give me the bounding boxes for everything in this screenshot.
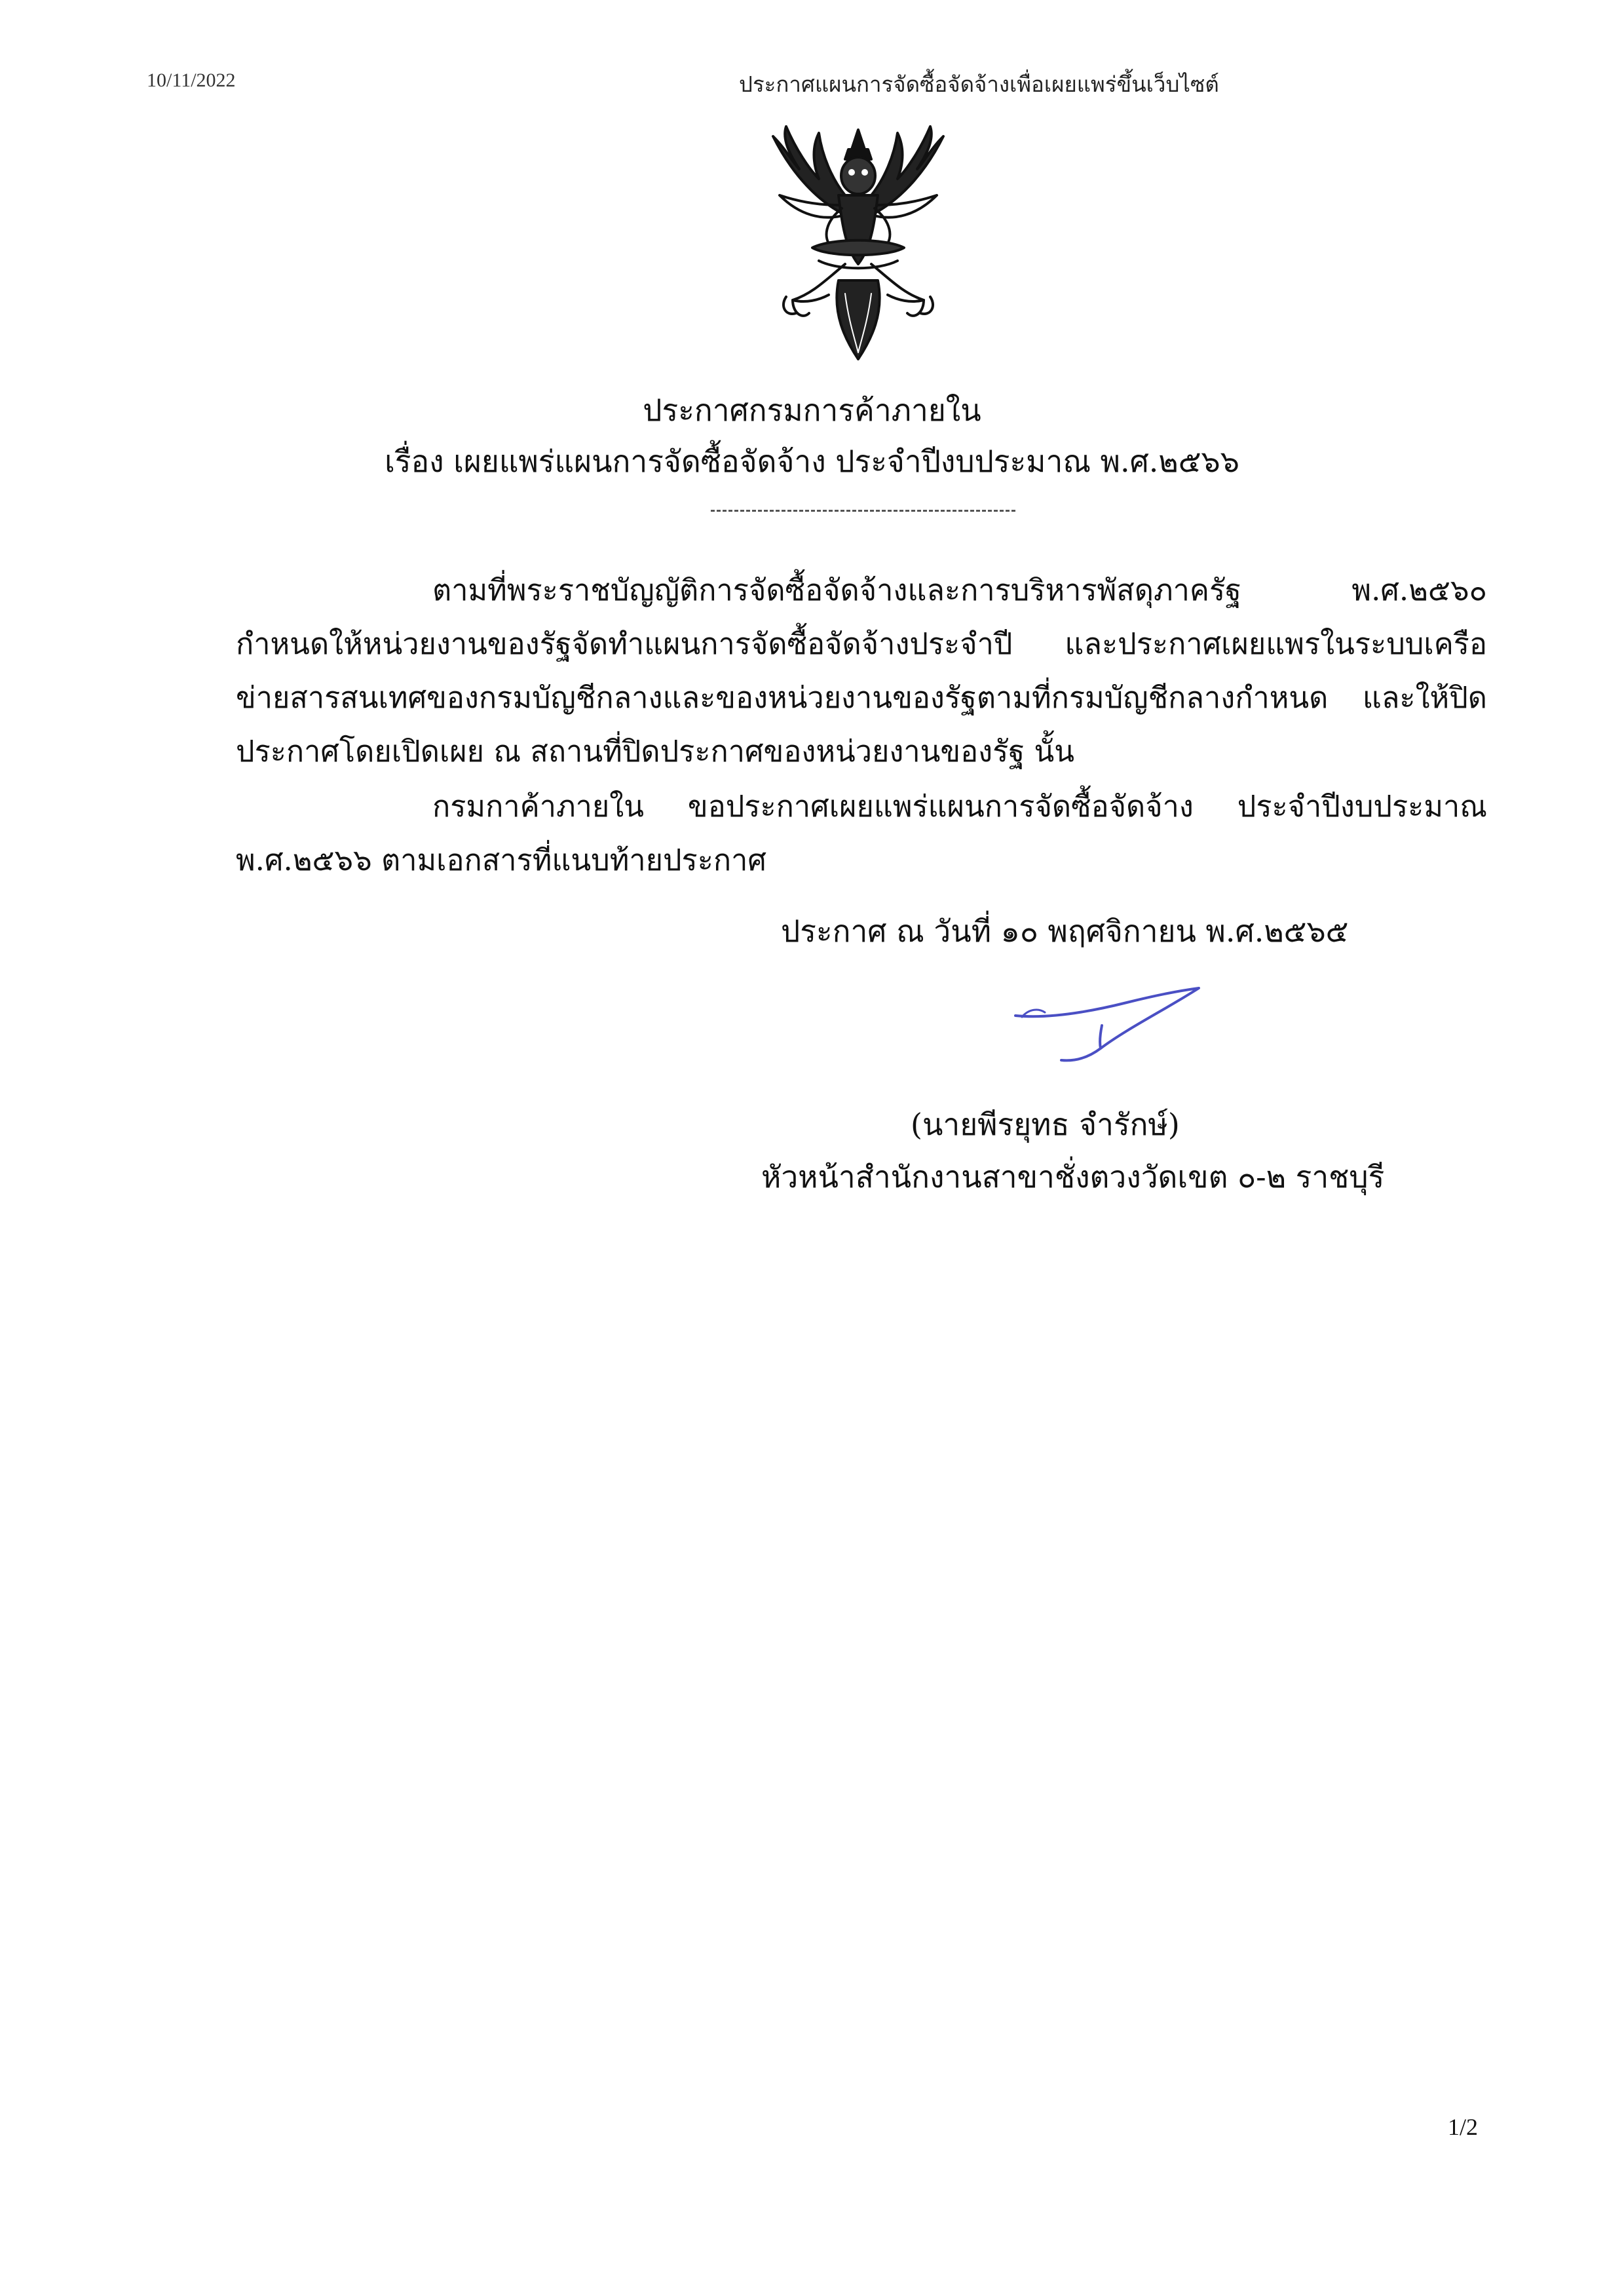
body-paragraph-2	[236, 780, 1487, 887]
document-subject: เรื่อง เผยแพร่แผนการจัดซื้อจัดจ้าง ประจำปีงบประมาณ พ.ศ.๒๕๖๖	[385, 444, 1239, 479]
garuda-emblem-icon	[747, 123, 970, 366]
body-paragraph-1	[236, 564, 1487, 778]
paragraph-1-text: ตามที่พระราชบัญญัติการจัดซื้อจัดจ้างและการบริหารพัสดุภาครัฐ พ.ศ.๒๕๖๐ กำหนดให้หน่วยงานของรัฐจัดทำแผนการจัดซื้อจัดจ้างประจำปี และประกาศเผยแพรในระบบเครือข่ายสารสนเทศของกรมบัญชีกลางและของหน่วยงานของรัฐตามที่กรมบัญชีกลางกำหนด และให้ปิดประกาศโดยเปิดเผย ณ สถานที่ปิดประกาศของหน่วยงานของรัฐ นั้น	[236, 573, 1487, 769]
signature-mark	[1009, 983, 1205, 1068]
signer-position: หัวหน้าสำนักงานสาขาชั่งตวงวัดเขต ๐-๒ ราชบุรี	[761, 1159, 1385, 1195]
page-number: 1/2	[1448, 2114, 1479, 2140]
separator-line	[711, 510, 1015, 512]
signer-name: (นายพีรยุทธ จำรักษ์)	[911, 1107, 1180, 1142]
paragraph-2-text: กรมกาค้าภายใน ขอประกาศเผยแพร่แผนการจัดซื้อจัดจ้าง ประจำปีงบประมาณ พ.ศ.๒๕๖๖ ตามเอกสารที่แนบท้ายประกาศ	[236, 789, 1487, 877]
print-date: 10/11/2022	[147, 69, 236, 91]
print-header-title: ประกาศแผนการจัดซื้อจัดจ้างเพื่อเผยแพร่ขึ้นเว็บไซต์	[739, 71, 1219, 97]
document-issuer: ประกาศกรมการค้าภายใน	[643, 392, 981, 428]
announcement-date: ประกาศ ณ วันที่ ๑๐ พฤศจิกายน พ.ศ.๒๕๖๕	[781, 913, 1349, 949]
